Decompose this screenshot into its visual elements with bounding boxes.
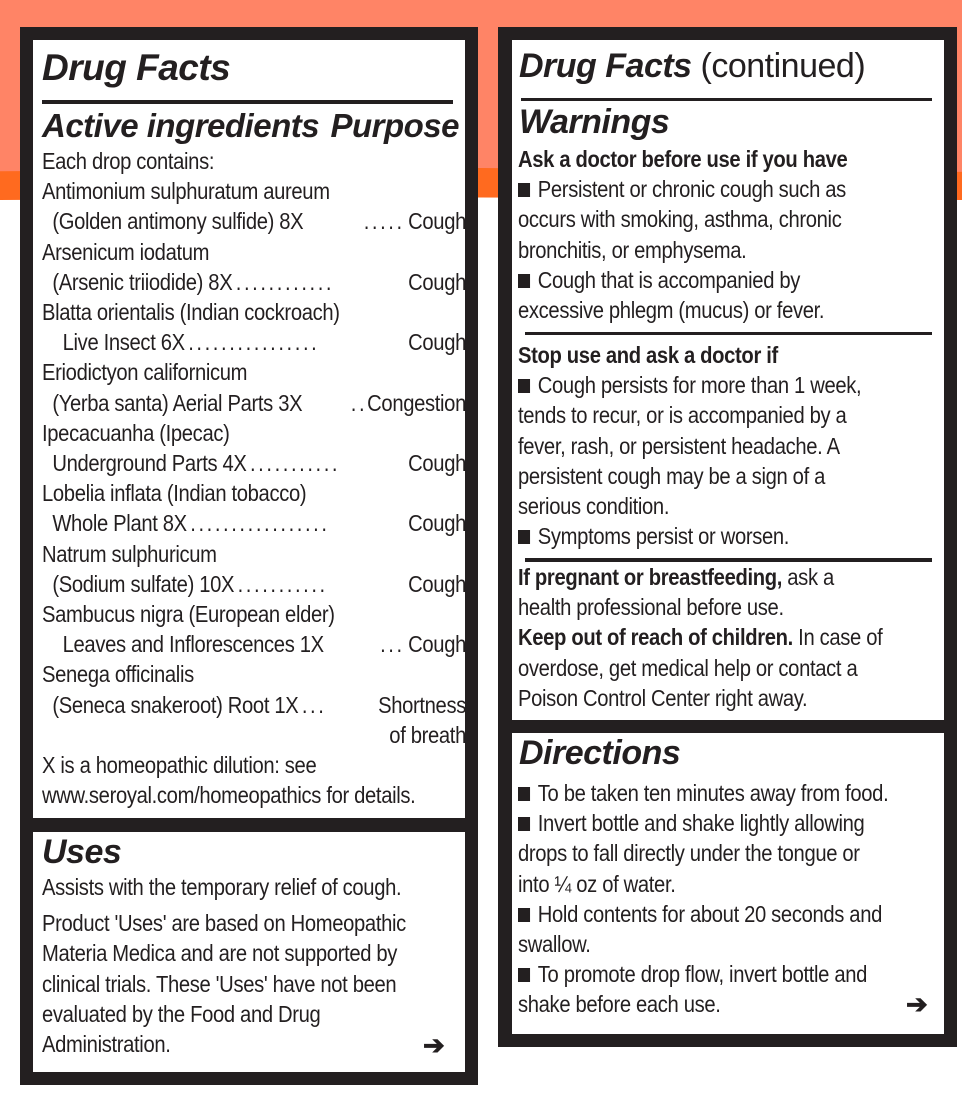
leader-dots: ...: [301, 691, 327, 718]
ingredient-row: [42, 267, 466, 297]
children-warning-line: overdose, get medical help or contact a: [518, 654, 858, 681]
ingredient-name: Arsenicum iodatum: [42, 238, 210, 265]
warnings-box: [512, 40, 944, 720]
ingredient-detail: (Arsenic triiodide) 8X: [52, 268, 233, 295]
direction-line: swallow.: [518, 931, 591, 958]
bullet-square-icon: [518, 787, 530, 801]
ingredient-purpose: Cough: [408, 631, 466, 658]
uses-heading: Uses: [42, 833, 122, 871]
children-warning-line: Poison Control Center right away.: [518, 684, 808, 711]
ingredient-name: Sambucus nigra (European elder): [42, 601, 335, 628]
ingredient-name: Natrum sulphuricum: [42, 540, 217, 567]
uses-disclaimer-line: Administration.: [42, 1031, 171, 1058]
warning-line: serious condition.: [518, 493, 670, 520]
ingredient-purpose: Cough: [408, 510, 466, 537]
dilution-footnote: X is a homeopathic dilution: see: [42, 752, 317, 779]
ingredient-purpose: Shortness: [378, 691, 466, 718]
leader-dots: ................: [188, 329, 320, 356]
continue-arrow-icon: ➔: [906, 989, 928, 1019]
ingredient-name: Ipecacuanha (Ipecac): [42, 419, 230, 446]
warning-line: Persistent or chronic cough such as: [518, 174, 944, 204]
ingredient-detail: Underground Parts 4X: [52, 450, 247, 477]
warning-line: excessive phlegm (mucus) or fever.: [518, 297, 825, 324]
dilution-footnote-link: www.seroyal.com/homeopathics for details.: [42, 782, 416, 809]
children-warning: Keep out of reach of children. In case of: [518, 624, 883, 651]
bullet-square-icon: [518, 908, 530, 922]
uses-disclaimer-line: clinical trials. These 'Uses' have not been: [42, 970, 397, 997]
directions-heading: Directions: [519, 734, 681, 772]
title-divider: [521, 98, 932, 101]
leader-dots: ...........: [237, 570, 328, 597]
ingredient-detail: Whole Plant 8X: [52, 510, 187, 537]
warnings-heading: Warnings: [519, 103, 670, 141]
warning-line: Symptoms persist or worsen.: [518, 521, 944, 551]
ingredient-row: [42, 327, 466, 357]
stop-use-heading: Stop use and ask a doctor if: [518, 342, 778, 368]
leader-dots: ............: [235, 268, 335, 295]
ingredient-purpose: Cough: [408, 450, 466, 477]
leader-dots: .................: [190, 510, 330, 537]
ingredient-detail: (Seneca snakeroot) Root 1X: [52, 691, 299, 718]
drug-facts-title: Drug Facts: [42, 47, 231, 88]
continue-arrow-icon: ➔: [423, 1030, 445, 1060]
warning-line: fever, rash, or persistent headache. A: [518, 432, 840, 459]
leader-dots: .....: [363, 208, 405, 235]
directions-box: [512, 733, 944, 1034]
title-divider: [42, 100, 453, 104]
ingredient-detail: (Sodium sulfate) 10X: [52, 570, 235, 597]
ingredient-name: Antimonium sulphuratum aureum: [42, 178, 330, 205]
ingredient-row: [42, 690, 466, 720]
purpose-heading: Purpose: [330, 107, 459, 144]
ingredient-name: Eriodictyon californicum: [42, 359, 248, 386]
uses-disclaimer-line: evaluated by the Food and Drug: [42, 1000, 321, 1027]
direction-line: To promote drop flow, invert bottle and: [518, 959, 944, 989]
active-ingredients-box: [33, 40, 465, 818]
uses-box: [33, 832, 465, 1072]
ingredient-purpose: Cough: [408, 208, 466, 235]
direction-line: To be taken ten minutes away from food.: [518, 778, 944, 808]
direction-line: Invert bottle and shake lightly allowing: [518, 808, 944, 838]
bullet-square-icon: [518, 968, 530, 982]
ingredient-detail: (Golden antimony sulfide) 8X: [52, 208, 304, 235]
ingredient-row: [42, 448, 466, 478]
ingredient-purpose: Congestion: [367, 389, 466, 416]
ingredient-row: [42, 629, 466, 659]
continued-label: (continued): [691, 47, 866, 85]
leader-dots: ...........: [249, 450, 341, 477]
ingredient-purpose-continued: of breath: [389, 721, 466, 748]
ingredient-detail: Leaves and Inflorescences 1X: [62, 631, 324, 658]
ingredient-name: Senega officinalis: [42, 661, 194, 688]
ingredient-purpose: Cough: [408, 268, 466, 295]
warning-line: Cough persists for more than 1 week,: [518, 370, 944, 400]
bullet-square-icon: [518, 530, 530, 544]
bullet-square-icon: [518, 274, 530, 288]
warning-line: tends to recur, or is accompanied by a: [518, 402, 847, 429]
ingredient-purpose: Cough: [408, 329, 466, 356]
direction-line: shake before each use.: [518, 991, 721, 1018]
ingredient-name: Lobelia inflata (Indian tobacco): [42, 480, 307, 507]
ingredient-row: [42, 388, 466, 418]
ingredient-name: Blatta orientalis (Indian cockroach): [42, 299, 340, 326]
ingredient-row: [42, 206, 466, 236]
drug-facts-title-continued: Drug Facts: [519, 47, 692, 85]
ingredient-row: [42, 569, 466, 599]
ingredient-purpose: Cough: [408, 570, 466, 597]
warning-line: persistent cough may be a sign of a: [518, 462, 826, 489]
uses-statement: Assists with the temporary relief of cough.: [42, 874, 402, 900]
ingredient-row: [42, 508, 466, 538]
active-ingredients-heading: Active ingredients: [42, 107, 320, 144]
uses-disclaimer-line: Product 'Uses' are based on Homeopathic: [42, 910, 406, 937]
bullet-square-icon: [518, 183, 530, 197]
warning-line: occurs with smoking, asthma, chronic: [518, 206, 842, 233]
leader-dots: ...: [380, 631, 405, 658]
ingredient-detail: (Yerba santa) Aerial Parts 3X: [52, 389, 303, 416]
pregnancy-warning: If pregnant or breastfeeding, ask a: [518, 564, 834, 590]
pregnancy-warning-line: health professional before use.: [518, 594, 784, 621]
ask-doctor-heading: Ask a doctor before use if you have: [518, 146, 848, 172]
bullet-square-icon: [518, 817, 530, 831]
ingredients-intro: Each drop contains:: [42, 148, 215, 174]
bullet-square-icon: [518, 379, 530, 393]
direction-line: into ¼ oz of water.: [518, 870, 676, 897]
leader-dots: ..: [350, 389, 368, 416]
warning-line: bronchitis, or emphysema.: [518, 236, 747, 263]
uses-disclaimer-line: Materia Medica and are not supported by: [42, 940, 398, 967]
direction-line: Hold contents for about 20 seconds and: [518, 899, 944, 929]
direction-line: drops to fall directly under the tongue or: [518, 840, 860, 867]
section-divider: [525, 332, 932, 335]
ingredient-detail: Live Insect 6X: [62, 329, 185, 356]
warning-line: Cough that is accompanied by: [518, 265, 944, 295]
